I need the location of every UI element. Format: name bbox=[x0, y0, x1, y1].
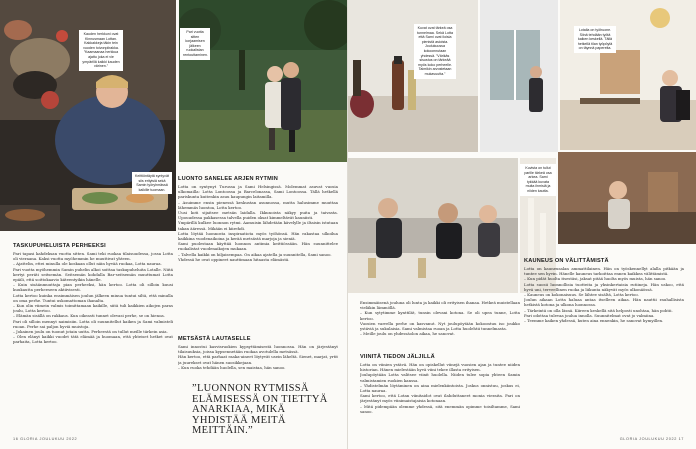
right-caption-upper-right bbox=[574, 26, 616, 53]
paragraph: – Kauneus on kokonaisuus. Se lähtee sisältä, Lotta kertoo. bbox=[524, 292, 639, 298]
paragraph: – Kun pidät huolta itsestäsi, jaksat pitää huolta myös muista, hän sanoo. bbox=[524, 276, 667, 282]
right-column-body bbox=[178, 184, 338, 332]
paragraph: – Teemme kaiken yhdessä, kuten aina ennenkin, he sanovat hymyillen. bbox=[524, 318, 664, 324]
paragraph: Sami innostui kasvisruokien kypsyttämisestä luonnossa. Hän on järjestänyt tilaisuuksia, joissa kypsennetään ruokaa avotulella metsässä. bbox=[178, 344, 338, 355]
couple-outdoor-photo bbox=[179, 0, 348, 162]
caption-text: Kuvat ovat tärkeä osa tunnelmaa. Sekä Lotta että Sami ovat iloisia pienistä asioista. Joulukuussa kokoonnutaan yhdessä. ”Värikäs sisustus on tärkeää myös koko perheelle. Taimikin arvostetaan mukavuutta.” bbox=[417, 26, 453, 76]
forest-section-body bbox=[178, 344, 338, 378]
paragraph: – Tärkeintä on olla läsnä. Kiireen keskellä sitä helposti unohtaa, hän pohtii. bbox=[524, 307, 673, 313]
paragraph: – Asuimme ensin pienessä keskustan asunnossa, mutta halusimme muuttaa lähemmäs luontoa, Lotta kertoo. bbox=[178, 199, 338, 210]
paragraph: Lotta on viinien ystävä. Hän on opiskellut viinejä vuosien ajan ja tuntee niiden historian. Hänen mielestään hyvä viini tekee illasta erityisen. bbox=[360, 362, 520, 373]
paragraph: Pari odottaa tulevaa joulua innolla. Suunnitelmat ovat jo valmiina. bbox=[524, 312, 655, 318]
dinner-guests-photo bbox=[348, 158, 518, 293]
paragraph: Sami kertoo, että Lotan viinitaidot ovat ilahduttaneet monia vieraita. Pari on järjestänyt myös viinimaistajaisia kotonaan. bbox=[360, 393, 520, 404]
drinks-photo bbox=[348, 0, 478, 152]
page-folio-right: GLORIA JOULUKUU 2022 17 bbox=[619, 437, 684, 441]
paragraph: Pari oli silloin mennyt naimisiin. Lotta oli suunnitellut kaiken ja Sami valmisteli ruoan. Perhe sai paljon hyviä muistoja. bbox=[13, 318, 173, 329]
paragraph: – Olen elänyt kaikki vuodet tätä elämää ja huomaan, että yhteiset hetket ovat parhaita, Lotta kertoo. bbox=[13, 334, 173, 345]
paragraph: Pari vuotta myöhemmin Samin puhelin alkoi soittaa taskupuheluita Lotalle. Niitä kertyi peräti seitsemän. Seitsemän kohdalla Bar-seitsemän muuttumat Lotta epäili, että soittokaavio käteentyikin hänelle. bbox=[13, 266, 173, 283]
right-caption-middle bbox=[520, 164, 556, 196]
caption-text: Kuvista on tullut parille tärkeä osa arkea. Sami tykkää kuvata muita ihmisiä ja niiden kautta. bbox=[524, 166, 552, 193]
paragraph: – Ajattelin, ettei minulla ole koskaan ollut näin hyvää ruokaa, Lotta nauraa. bbox=[13, 261, 162, 267]
paragraph: Ympärillä kulkee luonnon rytmi. Aamuisin lähdetään kävelylle ja iltaisin istutaan takan ääressä. Mikään ei kiirehdi. bbox=[178, 220, 338, 231]
paragraph: Joulupöytään Lotta valitsee viinit huolella. Niiden tulee sopia yhteen Samin valmistamien ruokien kanssa. bbox=[360, 372, 520, 383]
beauty-section-body bbox=[524, 266, 684, 430]
paragraph: – Mitä pidempään olemme yhdessä, sitä enemmän opimme toisiltamme, Sami sanoo. bbox=[360, 403, 520, 414]
window-portrait-photo bbox=[480, 0, 558, 152]
paragraph: – Jokainen joulu on tuonut jotain uutta. Perheestä on tullut meille tärkein asia. bbox=[13, 329, 168, 335]
right-caption-top bbox=[414, 24, 456, 79]
caption-text: Pari vuotta sitten korjaamisen jälkeen ruokalistan rentouttaminen. bbox=[183, 30, 208, 57]
section-heading-beauty: KAUNEUS ON VÄLITTÄMISTÄ bbox=[524, 258, 609, 264]
paragraph: Vuosien varrella perhe on kasvanut. Nyt joulupöytään kokoontuu iso joukko ystäviä ja sukulaisia. Sami valmistaa ruoan ja Lotta huolehtii tunnelmasta. bbox=[360, 320, 520, 332]
left-column-body bbox=[13, 251, 173, 431]
paragraph: – Talvella kaikki on hiljaisempaa. On aikaa ajatella ja suunnitella, Sami sanoo. bbox=[178, 251, 332, 257]
caption-text: Kauden herkkuni ovat Kinnusmaan Lottan. Kakkakkeja täkin tein vuoden toivonpiirakka. ”Kaamaanaa herkkua ajattu joka ei vie ympärillä kaikki kauden värinen.” bbox=[82, 32, 120, 69]
studio-illustration bbox=[558, 152, 696, 244]
paragraph: Uusi koti sijaitsee metsän laidalla. Ikkunoista näkyy puita ja taivasta. Upouudessa pakkasessa talvella puiden oksat kimmeltävät kauniisti. bbox=[178, 210, 338, 221]
paragraph: Lotta suosii luonnollisia tuotteita ja yksinkertaisia rutiineja. Hän uskoo, että hyvä uni, terveellinen ruoka ja liikunta näkyvät myös ulkonäössä. bbox=[524, 281, 684, 292]
dinner-guests-illustration bbox=[348, 158, 518, 293]
paragraph: Lotta on kauneusalan ammattilainen. Hän on työskennellyt alalla pitkään ja tuntee sen hyvin. Hänelle kauneus tarkoittaa ennen kaikkea välittämistä. bbox=[524, 266, 684, 277]
paragraph: – Kun sytytimme kynttilät, tunsin olevani kotona. Se oli upea tunne, Lotta kertoo. bbox=[360, 310, 520, 321]
paragraph: – Elämän sisällä on rakkaus. Kun oikeasti tunnet olevasi perhe, se on hienoa. bbox=[13, 313, 165, 319]
left-caption-top bbox=[79, 30, 123, 71]
left-caption-bottom bbox=[132, 172, 172, 194]
pull-quote: ”LUONNON RYTMISSÄ ELÄMISESSÄ ON TIETTYÄ ANARKIAA, MIKÄ YHDISTÄÄ MEITÄ MEITTÄIN.” bbox=[192, 383, 328, 436]
paragraph: Lotta löytää luonnosta inspiraatiota myös työhönsä. Hän rakastaa ulkoilua kaikkina vuodenaikoina ja kerää metsästä marjoja ja sieniä. bbox=[178, 230, 338, 242]
section-heading-forest: METSÄSTÄ LAUTASELLE bbox=[178, 336, 251, 342]
paragraph: Pari tapasi kahdeksan vuotta sitten. Sami teki ruokaa tilaisuudessa, jossa Lotta oli vieraana. Kaksi vuotta myöhemmin he muuttivat yhteen. bbox=[13, 251, 173, 262]
left-caption-upper-right bbox=[180, 28, 210, 60]
paragraph: Ensimmäisenä jouluna oli lunta ja kaikki oli erityisen ihanaa. Hetkeä muistellaan vieläkin lämmöllä. bbox=[360, 300, 520, 311]
section-heading-family: TASKUPUHELUISTA PERHEEKSI bbox=[13, 243, 106, 249]
paragraph: – Kun ruoka tehdään huolella, sen maistaa, hän sanoo. bbox=[178, 364, 286, 370]
paragraph: Joulun aikaan Lotta haluaa antaa itselleen aikaa. Hän nauttii rauhallisista hetkistä kotona ja ulkona luonnossa. bbox=[524, 297, 684, 308]
paragraph: – Kuin sisäänmuuttaja pian perheeksi, hän kertoo. Lotta oli silloin kuusi kuukautta perheeseen aktiivisesti. bbox=[13, 282, 173, 293]
paragraph: – Meille joulu on yhdessäolon aikaa, he sanovat. bbox=[360, 331, 455, 337]
right-left-column-body bbox=[360, 300, 520, 348]
paragraph: Hän kertoo, että parhaat raaka-aineet löytyvät usein läheltä. Sienet, marjat, yrtit ja juurekset ovat hänen suosikkejaan. bbox=[178, 354, 338, 365]
caption-text: Lotalla on työhuone. Siinä tehdään työtä kaiken keskellä. Tällä hetkellä tilan työpöytä on täynnä papereita. bbox=[577, 28, 613, 51]
living-room-illustration bbox=[560, 0, 696, 150]
paragraph: – Kun olin viimein valmis toimittamaan kaikille, siitä tuli kaikkien aikojen paras joulu, Lotta kertoo. bbox=[13, 303, 173, 314]
wine-section-body bbox=[360, 362, 520, 430]
paragraph: Sami puolestaan käyttää luonnon antimia keittiössään. Hän suunnittelee ruokalistat vuodenaikojen mukaan. bbox=[178, 241, 338, 252]
studio-photo bbox=[558, 152, 696, 244]
paragraph: Lotta kertoo kuinka ensimmäisen joulun jälkeen minua tuntui siltä, että minulla on oma perhe. Tuntui uskomattoman ihanalta. bbox=[13, 292, 173, 303]
section-heading-nature: LUONTO SANELEE ARJEN RYTMIN bbox=[178, 176, 278, 182]
section-heading-wine: VIINITÄ TIEDON JÄLJILLÄ bbox=[360, 354, 435, 360]
window-portrait-illustration bbox=[480, 0, 558, 152]
paragraph: Lotta on syntynyt Turussa ja Sami Helsingissä. Molemmat asuvat vuosia ulkomailla: Lotta Lontoossa ja Barcelonassa, Sami Lontoossa. Tällä hetkellä pariskunta kuitenkin asuu kaupungin laitamilla. bbox=[178, 184, 338, 200]
living-room-photo bbox=[560, 0, 696, 150]
drinks-illustration bbox=[348, 0, 478, 152]
right-page bbox=[348, 0, 696, 449]
caption-text: Keittiöntäytä syntyvät siis erityisiä sekä Samin työryhmässä kaikille tuomaan. bbox=[135, 174, 169, 192]
paragraph: Yhdessä he ovat oppineet nauttimaan hitaasta elämästä. bbox=[178, 256, 290, 262]
couple-outdoor-illustration bbox=[179, 0, 348, 162]
page-folio-left: 16 GLORIA JOULUKUU 2022 bbox=[13, 437, 78, 441]
paragraph: – Yhdistelmän löytäminen on aina mielenkiintoista. Joskus onnistuu, joskus ei, Lotta nauraa. bbox=[360, 382, 520, 394]
